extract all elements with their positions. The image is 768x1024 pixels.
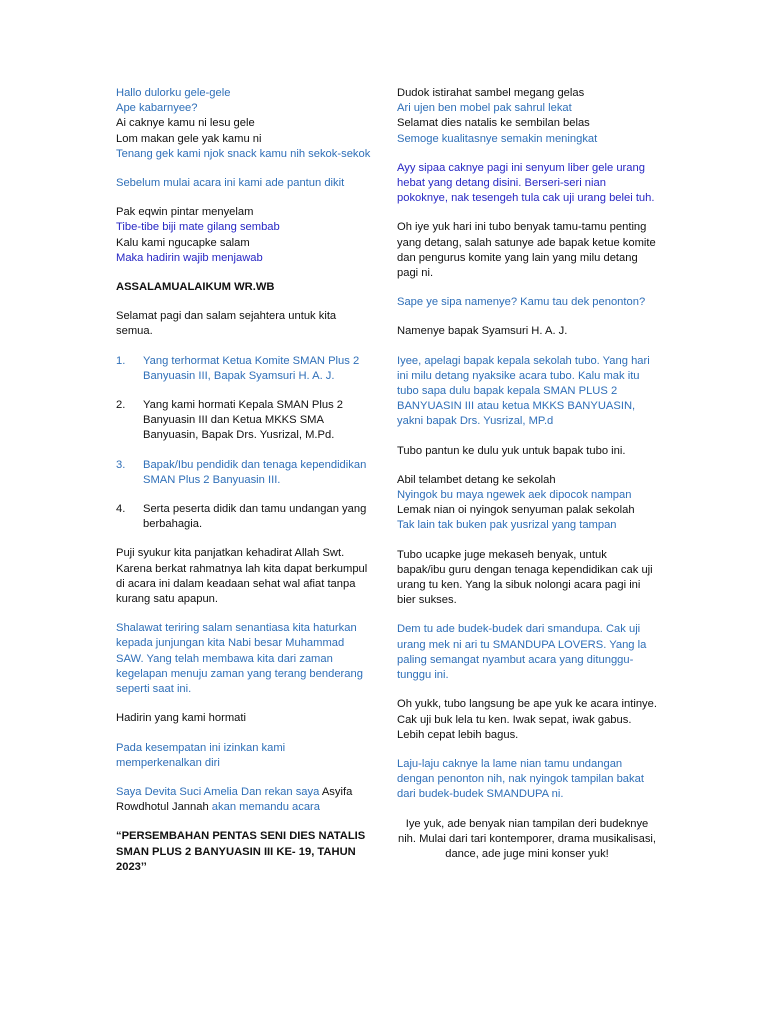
list-item: [116, 398, 374, 444]
pantun-line: Nyingok bu maya ngewek aek dipocok nampan: [397, 489, 632, 502]
pantun-line: Semoge kualitasnye semakin meningkat: [397, 132, 598, 145]
ohyukk-text: Oh yukk, tubo langsung be ape yuk ke acara intinye.: [397, 698, 657, 711]
list-text: Bapak/Ibu pendidik dan tenaga kependidikan SMAN Plus 2 Banyuasin III.: [143, 458, 367, 486]
pantun-line: Maka hadirin wajib menjawab: [116, 251, 263, 264]
intro-line: Tenang gek kami njok snack kamu nih sekok-sekok: [116, 147, 371, 160]
laju-paragraph: Laju-laju caknye la lame nian tamu undangan dengan penonton nih, nak nyingok tampilan bakat dari budek-budek SMANDUPA ni.: [397, 757, 644, 801]
saya-part: Saya Devita Suci Amelia Dan rekan saya: [116, 785, 322, 798]
pantun-line: Abil telambet detang ke sekolah: [397, 473, 556, 486]
kesempatan-text: Pada kesempatan ini izinkan kami memperkenalkan diri: [116, 741, 286, 769]
persembahan-title: “PERSEMBAHAN PENTAS SENI DIES NATALIS SMAN PLUS 2 BANYUASIN III KE- 19, TAHUN 2023’’: [116, 830, 366, 873]
pantun-line: Kalu kami ngucapke salam: [116, 236, 250, 249]
pantun3-block: [397, 473, 657, 534]
pantun-block: [116, 205, 374, 266]
ayy-paragraph: Ayy sipaa caknye pagi ini senyum liber gele urang hebat yang detang disini. Berseri-seri nian pokoknye, nak tesengeh tula cak uji urang belei tuh.: [397, 161, 655, 205]
saya-paragraph: [116, 785, 374, 815]
pantun-ke-text: Tubo pantun ke dulu yuk untuk bapak tubo ini.: [397, 444, 626, 457]
left-column: [116, 86, 374, 889]
list-item: [116, 354, 374, 384]
list-number: 3.: [116, 458, 126, 471]
intro-line: Lom makan gele yak kamu ni: [116, 132, 262, 145]
pantun-line: Ari ujen ben mobel pak sahrul lekat: [397, 102, 572, 115]
sape-text: Sape ye sipa namenye? Kamu tau dek penonton?: [397, 296, 646, 309]
right-column: [397, 86, 657, 876]
pantun2-block: [397, 86, 657, 147]
namenye-text: Namenye bapak Syamsuri H. A. J.: [397, 325, 568, 338]
puji-paragraph: Puji syukur kita panjatkan kehadirat Allah Swt. Karena berkat rahmatnya lah kita dapat berkumpul di acara ini dalam keadaan sehat wal afiat tanpa kurang satu apapun.: [116, 547, 368, 606]
iye-yuk-paragraph: Iye yuk, ade benyak nian tampilan deri budeknye nih. Mulai dari tari kontemporer, drama musikalisasi, dance, ade juge mini konser yuk!: [397, 817, 657, 860]
intro-line: Ape kabarnyee?: [116, 102, 198, 115]
ucapke-paragraph: Tubo ucapke juge mekaseh benyak, untuk bapak/ibu guru dengan tenaga kependidikan cak uji urang tu ken. Yang la sibuk nolongi acara pagi ini bier sukses.: [397, 548, 653, 607]
pantun-line: Selamat dies natalis ke sembilan belas: [397, 117, 590, 130]
dem-paragraph: Dem tu ade budek-budek dari smandupa. Cak uji urang mek ni ari tu SMANDUPA LOVERS. Yang la paling semangat nyambut acara yang ditunggu-tunggu ini.: [397, 623, 647, 682]
pantun-line: Tibe-tibe biji mate gilang sembab: [116, 221, 280, 234]
pantun-line: Pak eqwin pintar menyelam: [116, 206, 254, 219]
shalawat-paragraph: Shalawat teriring salam senantiasa kita haturkan kepada junjungan kita Nabi besar Muhammad SAW. Yang telah membawa kita dari zaman kegelapan menuju zaman yang terang benderang seperti saat ini.: [116, 622, 363, 696]
saya-part: akan memandu acara: [208, 801, 321, 814]
list-number: 2.: [116, 399, 126, 412]
intro-block: [116, 86, 374, 162]
pantun-line: Dudok istirahat sambel megang gelas: [397, 87, 585, 99]
pantun-line: Lemak nian oi nyingok senyuman palak sekolah: [397, 504, 635, 517]
intro-line: Hallo dulorku gele-gele: [116, 87, 231, 99]
selamat-pagi-text: Selamat pagi dan salam sejahtera untuk kita semua.: [116, 310, 337, 338]
cak-uji-text: Cak uji buk lela tu ken. Iwak sepat, iwak gabus. Lebih cepat lebih bagus.: [397, 713, 632, 741]
saya-name: Asyifa Rowdhotul Jannah: [116, 785, 353, 814]
iyee-paragraph: Iyee, apelagi bapak kepala sekolah tubo. Yang hari ini milu detang nyaksike acara tubo. Kalu mak itu tubo sapa dulu bapak kepala SMAN PLUS 2 BANYUASIN III atau ketua MKKS BANYUASIN, yakni bapak Drs. Yusrizal, MP.d: [397, 354, 650, 428]
ohiye-paragraph: Oh iye yuk hari ini tubo benyak tamu-tamu penting yang detang, salah satunye ade bapak ketue komite dan pengurus komite yang lain yang milu detang pagi ni.: [397, 221, 656, 280]
list-text: Yang terhormat Ketua Komite SMAN Plus 2 Banyuasin III, Bapak Syamsuri H. A. J.: [143, 354, 360, 382]
salam-title: ASSALAMUALAIKUM WR.WB: [116, 281, 275, 294]
list-number: 4.: [116, 503, 126, 516]
list-number: 1.: [116, 354, 126, 367]
list-item: [116, 502, 374, 532]
sebelum-text: Sebelum mulai acara ini kami ade pantun dikit: [116, 177, 345, 190]
hadirin-text: Hadirin yang kami hormati: [116, 712, 246, 725]
list-text: Yang kami hormati Kepala SMAN Plus 2 Banyuasin III dan Ketua MKKS SMA Banyuasin, Bapak Drs. Yusrizal, M.Pd.: [143, 399, 344, 442]
list-text: Serta peserta didik dan tamu undangan yang berbahagia.: [143, 503, 367, 531]
pantun-line: Tak lain tak buken pak yusrizal yang tampan: [397, 519, 617, 532]
list-item: [116, 458, 374, 488]
intro-line: Ai caknye kamu ni lesu gele: [116, 117, 255, 130]
